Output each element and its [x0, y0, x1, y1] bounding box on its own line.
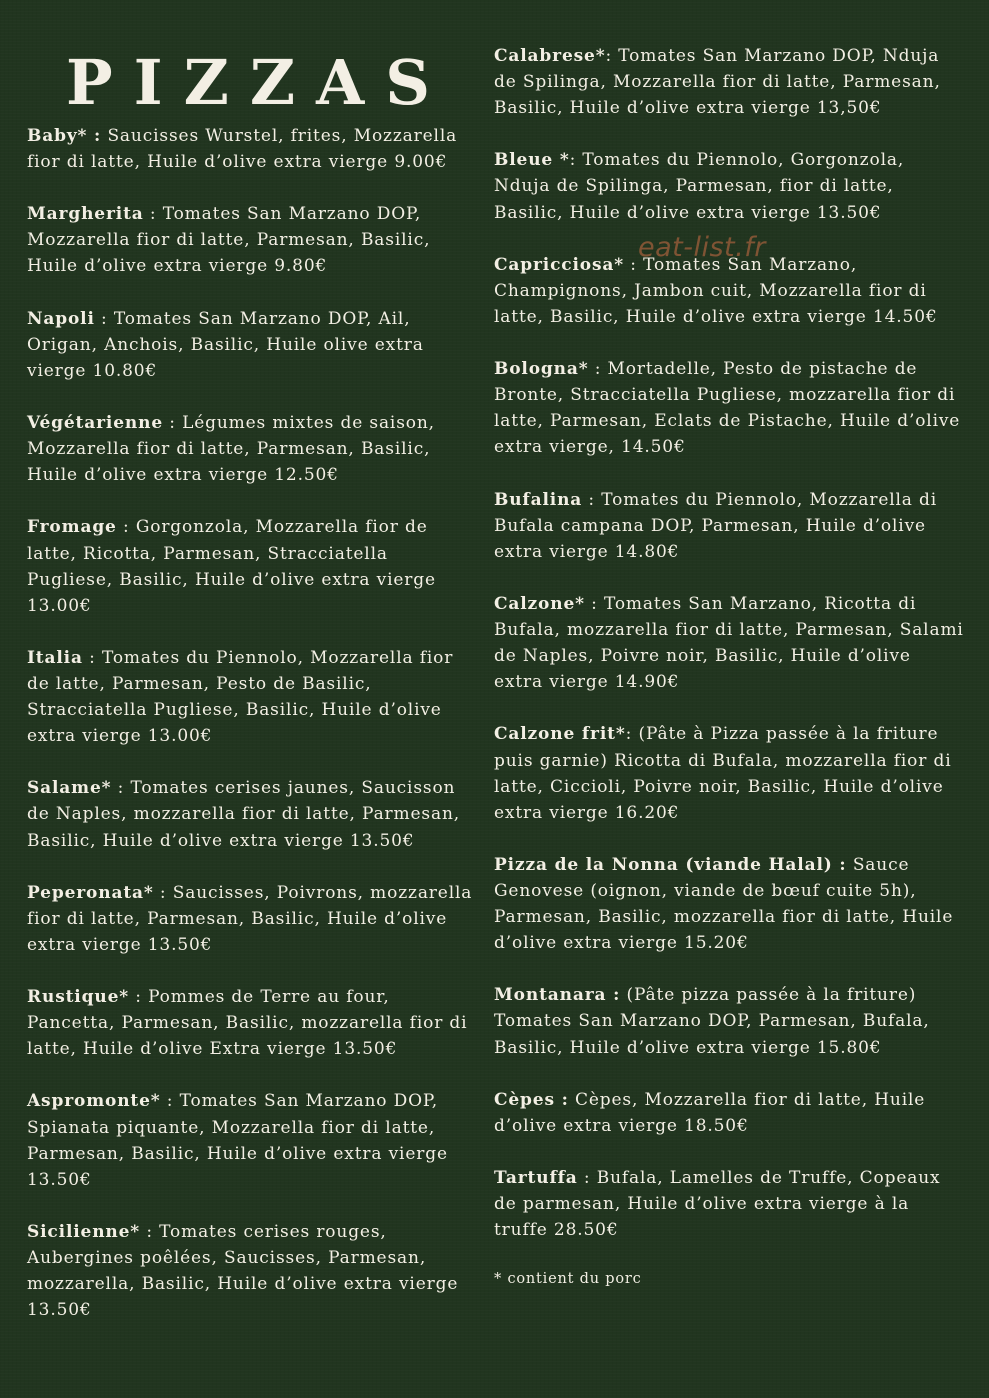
watermark-text: eat-list.fr — [638, 232, 766, 263]
item-description: : Tomates cerises jaunes, Saucisson de Naples, mozzarella fior di latte, Parmesan, Basilic, Huile d’olive extra vierge 13.50€ — [27, 778, 461, 851]
item-description: : Tomates San Marzano, Champignons, Jambon cuit, Mozzarella fior di latte, Basilic, Huile d’olive extra vierge 14.50€ — [494, 254, 938, 327]
item-name: Calabrese* — [494, 46, 606, 66]
item-description: Sauce Genovese (oignon, viande de bœuf cuite 5h), Parmesan, Basilic, mozzarella fior di latte, Huile d’olive extra vierge 15.20€ — [494, 854, 954, 954]
item-name: Capricciosa* — [494, 254, 625, 275]
menu-item — [27, 123, 477, 175]
item-description: Saucisses Wurstel, frites, Mozzarella fior di latte, Huile d’olive extra vierge 9.00€ — [27, 126, 458, 173]
item-description: : Gorgonzola, Mozzarella fior de latte, Ricotta, Parmesan, Stracciatella Pugliese, Basilic, Huile d’olive extra vierge 13.00€ — [27, 517, 436, 616]
item-description: : Tomates San Marzano DOP, Spianata piquante, Mozzarella fior di latte, Parmesan, Basilic, Huile d’olive extra vierge 13.50€ — [27, 1091, 448, 1190]
item-name: Tartuffa — [494, 1168, 578, 1189]
menu-item — [27, 410, 477, 488]
item-name: Pizza de la Nonna (viande Halal) : — [494, 854, 847, 875]
menu-item — [27, 775, 477, 853]
menu-item — [494, 721, 964, 825]
menu-item — [494, 1165, 964, 1243]
menu-item — [494, 252, 964, 330]
item-name: Italia — [27, 647, 83, 668]
menu-item — [494, 356, 964, 460]
item-description: : Tomates du Piennolo, Gorgonzola, Nduja de Spilinga, Parmesan, fior di latte, Basilic, Huile d’olive extra vierge 13.50€ — [494, 150, 905, 223]
right-column — [494, 43, 964, 1304]
item-name: Végétarienne — [27, 413, 163, 434]
item-description: : Tomates San Marzano DOP, Ail, Origan, Anchois, Basilic, Huile olive extra vierge 10.80€ — [27, 308, 424, 381]
item-name: Baby* : — [27, 126, 102, 146]
item-name: Calzone frit* — [494, 724, 626, 745]
menu-item — [494, 43, 964, 121]
item-description: Cèpes, Mozzarella fior di latte, Huile d’olive extra vierge 18.50€ — [494, 1089, 926, 1136]
item-description: : Tomates San Marzano, Ricotta di Bufala, mozzarella fior di latte, Parmesan, Salami de Naples, Poivre noir, Basilic, Huile d’olive extra vierge 14.90€ — [494, 593, 964, 693]
item-description: : Saucisses, Poivrons, mozzarella fior di latte, Parmesan, Basilic, Huile d’olive extra vierge 13.50€ — [27, 882, 473, 955]
menu-item — [27, 984, 477, 1062]
menu-item — [494, 852, 964, 956]
item-description: : Pommes de Terre au four, Pancetta, Parmesan, Basilic, mozzarella fior di latte, Huile d’olive Extra vierge 13.50€ — [27, 987, 468, 1060]
menu-item — [494, 591, 964, 695]
item-name: Calzone* — [494, 593, 585, 614]
menu-item — [494, 487, 964, 565]
item-description: : Mortadelle, Pesto de pistache de Bronte, Stracciatella Pugliese, mozzarella fior di latte, Parmesan, Eclats de Pistache, Huile d’olive extra vierge, 14.50€ — [494, 359, 961, 458]
item-name: Fromage — [27, 517, 117, 538]
item-name: Cèpes : — [494, 1089, 569, 1110]
menu-title: PIZZAS — [66, 46, 452, 119]
menu-item — [494, 982, 964, 1060]
item-description: : Tomates du Piennolo, Mozzarella di Bufala campana DOP, Parmesan, Huile d’olive extra vierge 14.80€ — [494, 489, 938, 562]
item-name: Bleue * — [494, 150, 570, 171]
menu-item — [27, 514, 477, 618]
item-name: Napoli — [27, 308, 95, 329]
left-column — [27, 123, 477, 1349]
pork-footnote: * contient du porc — [494, 1271, 642, 1288]
item-name: Bufalina — [494, 489, 583, 510]
item-name: Montanara : — [494, 985, 621, 1006]
menu-item — [27, 306, 477, 384]
item-name: Bologna* — [494, 359, 589, 380]
item-description: : Tomates cerises rouges, Aubergines poêlées, Saucisses, Parmesan, mozzarella, Basilic, Huile d’olive extra vierge 13.50€ — [27, 1221, 459, 1321]
item-description: : Tomates San Marzano DOP, Mozzarella fior di latte, Parmesan, Basilic, Huile d’olive extra vierge 9.80€ — [27, 204, 431, 277]
menu-item — [27, 1219, 477, 1323]
item-description: : Tomates San Marzano DOP, Nduja de Spilinga, Mozzarella fior di latte, Parmesan, Basilic, Huile d’olive extra vierge 13,50€ — [494, 46, 941, 119]
menu-item — [494, 147, 964, 225]
item-name: Sicilienne* — [27, 1221, 141, 1242]
item-description: : (Pâte à Pizza passée à la friture puis garnie) Ricotta di Bufala, mozzarella fior di latte, Ciccioli, Poivre noir, Basilic, Huile d’olive extra vierge 16.20€ — [494, 724, 952, 823]
item-name: Peperonata* — [27, 882, 154, 903]
item-description: : Bufala, Lamelles de Truffe, Copeaux de parmesan, Huile d’olive extra vierge à la truffe 28.50€ — [494, 1168, 941, 1241]
menu-item — [27, 1088, 477, 1192]
item-name: Margherita — [27, 204, 144, 225]
item-description: : Légumes mixtes de saison, Mozzarella fior di latte, Parmesan, Basilic, Huile d’olive extra vierge 12.50€ — [27, 413, 435, 486]
menu-item — [27, 880, 477, 958]
menu-item — [494, 1087, 964, 1139]
item-name: Salame* — [27, 778, 112, 799]
menu-item — [27, 201, 477, 279]
item-description: (Pâte pizza passée à la friture) Tomates San Marzano DOP, Parmesan, Bufala, Basilic, Huile d’olive extra vierge 15.80€ — [494, 985, 930, 1058]
item-description: : Tomates du Piennolo, Mozzarella fior de latte, Parmesan, Pesto de Basilic, Stracciatella Pugliese, Basilic, Huile d’olive extra vierge 13.00€ — [27, 647, 454, 747]
menu-item — [27, 645, 477, 749]
item-name: Rustique* — [27, 987, 129, 1008]
item-name: Aspromonte* — [27, 1091, 161, 1112]
